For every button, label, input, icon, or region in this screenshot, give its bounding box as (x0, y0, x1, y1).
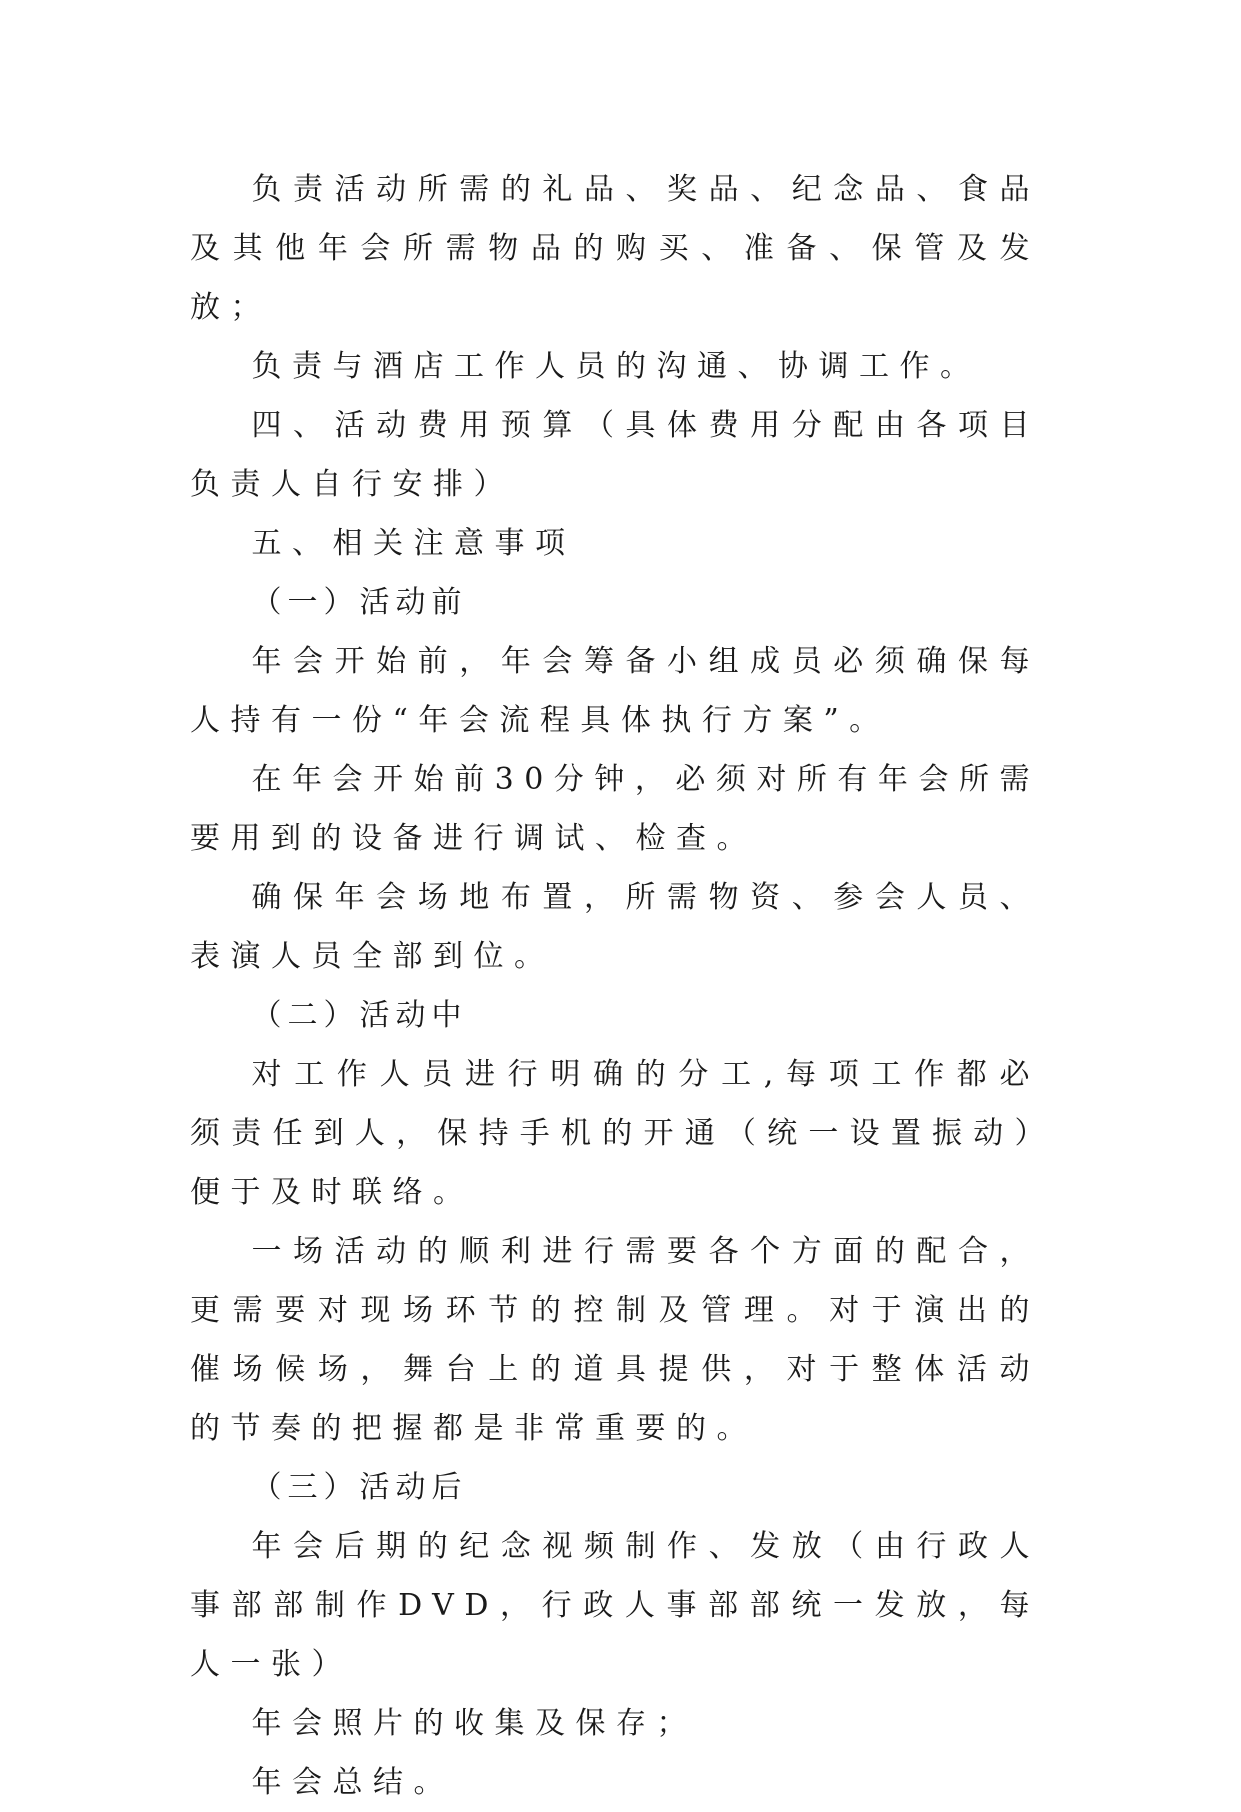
paragraph-video-production: 年会后期的纪念视频制作、发放（由行政人事部部制作DVD，行政人事部部统一发放，每人一张） (190, 1529, 1040, 1682)
paragraph-onsite-control: 一场活动的顺利进行需要各个方面的配合，更需要对现场环节的控制及管理。对于演出的催场候场，舞台上的道具提供，对于整体活动的节奏的把握都是非常重要的。 (190, 1234, 1040, 1446)
paragraph-summary: 年会总结。 (251, 1765, 454, 1800)
paragraph-gift-purchase: 负责活动所需的礼品、奖品、纪念品、食品及其他年会所需物品的购买、准备、保管及发放； (190, 172, 1040, 325)
paragraph-equipment-check: 在年会开始前30分钟，必须对所有年会所需要用到的设备进行调试、检查。 (190, 762, 1040, 856)
paragraph-execution-plan: 年会开始前，年会筹备小组成员必须确保每人持有一份“年会流程具体执行方案”。 (190, 644, 1040, 738)
heading-notes: 五、相关注意事项 (251, 526, 576, 561)
subheading-after-event: （三）活动后 (251, 1470, 468, 1505)
paragraph-staff-division: 对工作人员进行明确的分工,每项工作都必须责任到人，保持手机的开通（统一设置振动）便于及时联络。 (190, 1057, 1040, 1210)
heading-budget: 四、活动费用预算（具体费用分配由各项目负责人自行安排） (190, 408, 1040, 502)
subheading-before-event: （一）活动前 (251, 585, 468, 620)
paragraph-photo-collection: 年会照片的收集及保存； (251, 1706, 697, 1741)
subheading-during-event: （二）活动中 (251, 998, 468, 1033)
paragraph-venue-ready: 确保年会场地布置，所需物资、参会人员、表演人员全部到位。 (190, 880, 1040, 974)
document-body (190, 160, 1040, 1812)
paragraph-hotel-coordination: 负责与酒店工作人员的沟通、协调工作。 (251, 349, 981, 384)
